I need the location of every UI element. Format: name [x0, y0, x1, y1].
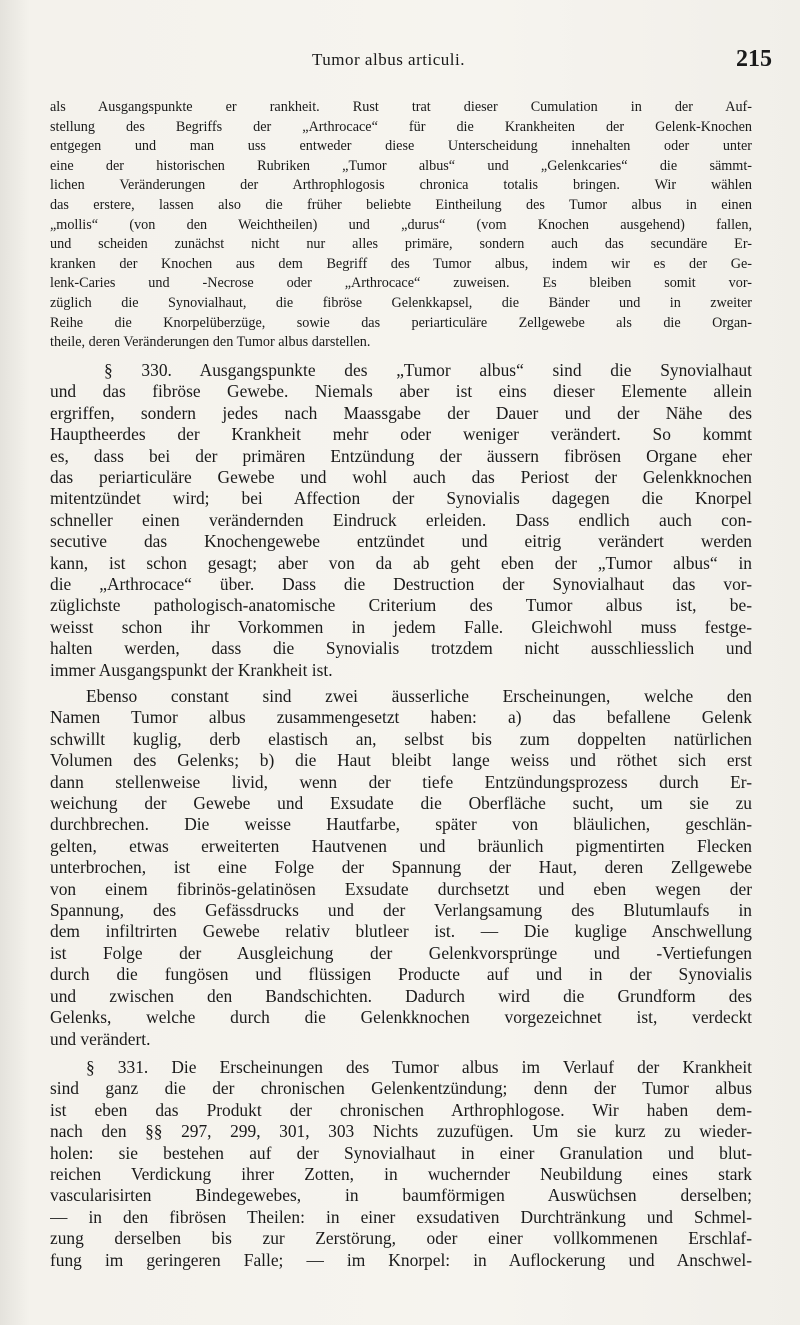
text-line: und zwischen den Bandschichten. Dadurch wird die Grundform des	[50, 985, 752, 1006]
text-line: ergriffen, sondern jedes nach Maassgabe der Dauer und der Nähe des	[50, 402, 752, 423]
text-line: immer Ausgangspunkt der Krankheit ist.	[50, 659, 333, 680]
text-line: gelten, etwas erweiterten Hautvenen und bräunlich pigmentirten Flecken	[50, 835, 752, 856]
text-line: das erstere, lassen also die früher beliebte Eintheilung des Tumor albus in einen	[50, 196, 752, 213]
running-title: Tumor albus articuli.	[312, 50, 465, 69]
text-line: zung derselben bis zur Zerstörung, oder einer vollkommenen Erschlaf-	[50, 1228, 752, 1249]
text-line: mitentzündet wird; bei Affection der Synovialis dagegen die Knorpel	[50, 488, 752, 509]
text-line: Namen Tumor albus zusammengesetzt haben: a) das befallene Gelenk	[50, 707, 752, 728]
text-line: schwillt kuglig, derb elastisch an, selbst bis zum doppelten natürlichen	[50, 728, 752, 749]
text-line: durch die fungösen und flüssigen Producte auf und in der Synovialis	[50, 964, 752, 985]
text-line: weichung der Gewebe und Exsudate die Oberfläche sucht, um sie zu	[50, 793, 752, 814]
text-line: fung im geringeren Falle; — im Knorpel: in Auflockerung und Anschwel-	[50, 1249, 752, 1270]
text-line: nach den §§ 297, 299, 301, 303 Nichts zuzufügen. Um sie kurz zu wieder-	[50, 1121, 752, 1142]
page-header	[72, 48, 772, 78]
text-line: das periarticuläre Gewebe und wohl auch das Periost der Gelenkknochen	[50, 467, 752, 488]
intro-paragraph	[50, 98, 752, 353]
text-line: sind ganz die der chronischen Gelenkentzündung; denn der Tumor albus	[50, 1078, 752, 1099]
text-line: kranken der Knochen aus dem Begriff des Tumor albus, indem wir es der Ge-	[50, 255, 752, 272]
text-line: unterbrochen, ist eine Folge der Spannung der Haut, deren Zellgewebe	[50, 857, 752, 878]
text-line: die „Arthrocace“ über. Dass die Destruction der Synovialhaut das vor-	[50, 574, 752, 595]
text-line: schneller einen verändernden Eindruck erleiden. Dass endlich auch con-	[50, 509, 752, 530]
text-line: es, dass bei der primären Entzündung der äussern fibrösen Organe eher	[50, 445, 752, 466]
text-line: kann, ist schon gesagt; aber von da ab geht eben der „Tumor albus“ in	[50, 552, 752, 573]
text-line: lichen Veränderungen der Arthrophlogosis chronica totalis bringen. Wir wählen	[50, 177, 752, 194]
text-line: Ebenso constant sind zwei äusserliche Erscheinungen, welche den	[86, 686, 752, 706]
text-line: halten werden, dass die Synovialis trotzdem nicht ausschliesslich und	[50, 638, 752, 659]
text-line: Hauptheerdes der Krankheit mehr oder weniger verändert. So kommt	[50, 424, 752, 445]
text-line: durchbrechen. Die weisse Hautfarbe, später von bläulichen, geschlän-	[50, 814, 752, 835]
paragraph-ebenso	[50, 686, 752, 1050]
text-line: züglichste pathologisch-anatomische Criterium des Tumor albus ist, be-	[50, 595, 752, 616]
text-line: und verändert.	[50, 1028, 151, 1049]
text-line: von einem fibrinös-gelatinösen Exsudate durchsetzt und eben wegen der	[50, 878, 752, 899]
section-heading-line: § 330. Ausgangspunkte des „Tumor albus“ sind die Synovialhaut	[104, 360, 752, 380]
page-number: 215	[736, 46, 772, 72]
text-line: Spannung, des Gefässdrucks und der Verlangsamung des Blutumlaufs in	[50, 900, 752, 921]
text-line: vascularisirten Bindegewebes, in baumförmigen Auswüchsen derselben;	[50, 1185, 752, 1206]
text-line: dem infiltrirten Gewebe relativ blutleer ist. — Die kuglige Anschwellung	[50, 921, 752, 942]
text-line: stellung des Begriffs der „Arthrocace“ für die Krankheiten der Gelenk-Knochen	[50, 118, 752, 135]
text-line: theile, deren Veränderungen den Tumor albus darstellen.	[50, 334, 371, 351]
text-line: holen: sie bestehen auf der Synovialhaut in einer Granulation und blut-	[50, 1142, 752, 1163]
text-line: dann stellenweise livid, wenn der tiefe Entzündungsprozess durch Er-	[50, 771, 752, 792]
text-line: ist Folge der Ausgleichung der Gelenkvorsprünge und -Vertiefungen	[50, 942, 752, 963]
text-line: „mollis“ (von den Weichtheilen) und „durus“ (vom Knochen ausgehend) fallen,	[50, 216, 752, 233]
section-330	[50, 360, 752, 681]
text-line: entgegen und man uss entweder diese Unterscheidung innehalten oder unter	[50, 138, 752, 155]
text-line: eine der historischen Rubriken „Tumor albus“ und „Gelenkcaries“ die sämmt-	[50, 157, 752, 174]
text-line: als Ausgangspunkte er rankheit. Rust trat dieser Cumulation in der Auf-	[50, 99, 752, 115]
text-line: und scheiden zunächst nicht nur alles primäre, sondern auch das secundäre Er-	[50, 236, 752, 253]
text-line: Reihe die Knorpelüberzüge, sowie das periarticuläre Zellgewebe als die Organ-	[50, 314, 752, 331]
text-line: weisst schon ihr Vorkommen in jedem Falle. Gleichwohl muss festge-	[50, 616, 752, 637]
text-line: secutive das Knochengewebe entzündet und eitrig verändert werden	[50, 531, 752, 552]
text-line: — in den fibrösen Theilen: in einer exsudativen Durchtränkung und Schmel-	[50, 1206, 752, 1227]
section-331	[50, 1057, 752, 1271]
text-line: und das fibröse Gewebe. Niemals aber ist eins dieser Elemente allein	[50, 381, 752, 402]
text-line: Gelenks, welche durch die Gelenkknochen vorgezeichnet ist, verdeckt	[50, 1007, 752, 1028]
section-heading-line: § 331. Die Erscheinungen des Tumor albus im Verlauf der Krankheit	[86, 1057, 752, 1077]
text-line: züglich die Synovialhaut, die fibröse Gelenkkapsel, die Bänder und in zweiter	[50, 294, 752, 311]
text-line: ist eben das Produkt der chronischen Arthrophlogose. Wir haben dem-	[50, 1099, 752, 1120]
text-line: Volumen des Gelenks; b) die Haut bleibt lange weiss und röthet sich erst	[50, 750, 752, 771]
text-line: lenk-Caries und -Necrose oder „Arthrocace“ zuweisen. Es bleiben somit vor-	[50, 275, 752, 292]
text-line: reichen Verdickung ihrer Zotten, in wuchernder Neubildung eines stark	[50, 1164, 752, 1185]
